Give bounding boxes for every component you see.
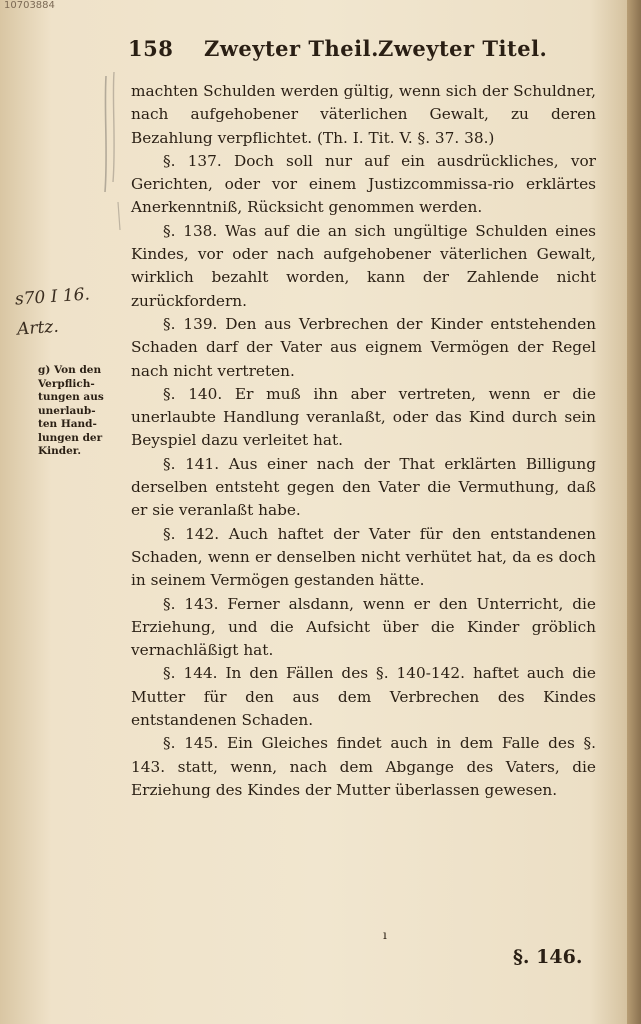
paragraph-continuation: machten Schulden werden gültig, wenn sich der Schuldner, nach aufgehobener väterlichen Gewalt, zu deren Bezahlung verpflichtet. (Th. I. Tit. V. §. 37. 38.) xyxy=(131,82,596,147)
catalog-id: 10703884 xyxy=(4,0,55,11)
page-edge xyxy=(627,0,641,1024)
paragraph-142: §. 142. Auch haftet der Vater für den entstandenen Schaden, wenn er denselben nicht verhütet hat, da es doch in seinem Vermögen gestanden hätte. xyxy=(131,524,596,590)
signature-mark: ı xyxy=(383,928,387,942)
pencil-margin-marks xyxy=(100,72,122,232)
catchword: §. 146. xyxy=(513,946,583,968)
margin-note-line: Verpflich- xyxy=(38,377,95,390)
margin-note-line: Kinder. xyxy=(38,445,81,457)
paragraph-141: §. 141. Aus einer nach der That erklärten Billigung derselben entsteht gegen den Vater die Vermuthung, daß er sie veranlaßt habe. xyxy=(131,454,596,520)
paragraph-138: §. 138. Was auf die an sich ungültige Schulden eines Kindes, vor oder nach aufgehobener väterlichen Gewalt, wirklich bezahlt worden, kann der Zahlende nicht zurückfordern. xyxy=(131,221,596,310)
paragraph-137: §. 137. Doch soll nur auf ein ausdrückliches, vor Gerichten, oder vor einem Justizcommissa-rio erklärtes Anerkenntniß, Rücksicht genommen werden. xyxy=(131,151,596,217)
paragraph-144: §. 144. In den Fällen des §. 140-142. haftet auch die Mutter für den aus dem Verbrechen des Kindes entstandenen Schaden. xyxy=(131,664,596,730)
header-section-title: Zweyter Titel. xyxy=(378,36,548,61)
handwritten-line: Artz. xyxy=(16,316,60,340)
header-part-title: Zweyter Theil. xyxy=(204,36,379,61)
paragraph-139: §. 139. Den aus Verbrechen der Kinder entstehenden Schaden darf der Vater aus eignem Vermögen der Regel nach nicht vertreten. xyxy=(131,314,596,380)
margin-note-line: lungen der xyxy=(38,431,103,444)
paragraph-140: §. 140. Er muß ihn aber vertreten, wenn er die unerlaubte Handlung veranlaßt, oder das Kind durch sein Beyspiel dazu verleitet hat. xyxy=(131,384,596,450)
margin-note-line: g) Von den xyxy=(38,364,102,376)
handwritten-line: s70 I 16. xyxy=(14,284,91,310)
paragraph-145: §. 145. Ein Gleiches findet auch in dem Falle des §. 143. statt, wenn, nach dem Abgange des Vaters, die Erziehung des Kindes der Mutter überlassen gewesen. xyxy=(131,734,596,799)
running-header xyxy=(128,36,598,66)
body-text xyxy=(131,80,596,802)
handwritten-shelfmark xyxy=(14,279,93,344)
page-number: 158 xyxy=(128,36,174,61)
margin-note-line: tungen aus xyxy=(38,391,104,403)
margin-note xyxy=(38,364,128,459)
margin-note-line: unerlaub- xyxy=(38,404,96,417)
margin-note-line: ten Hand- xyxy=(38,418,97,430)
paragraph-143: §. 143. Ferner alsdann, wenn er den Unterricht, die Erziehung, und die Aufsicht über die Kinder gröblich vernachläßigt hat. xyxy=(131,594,596,660)
